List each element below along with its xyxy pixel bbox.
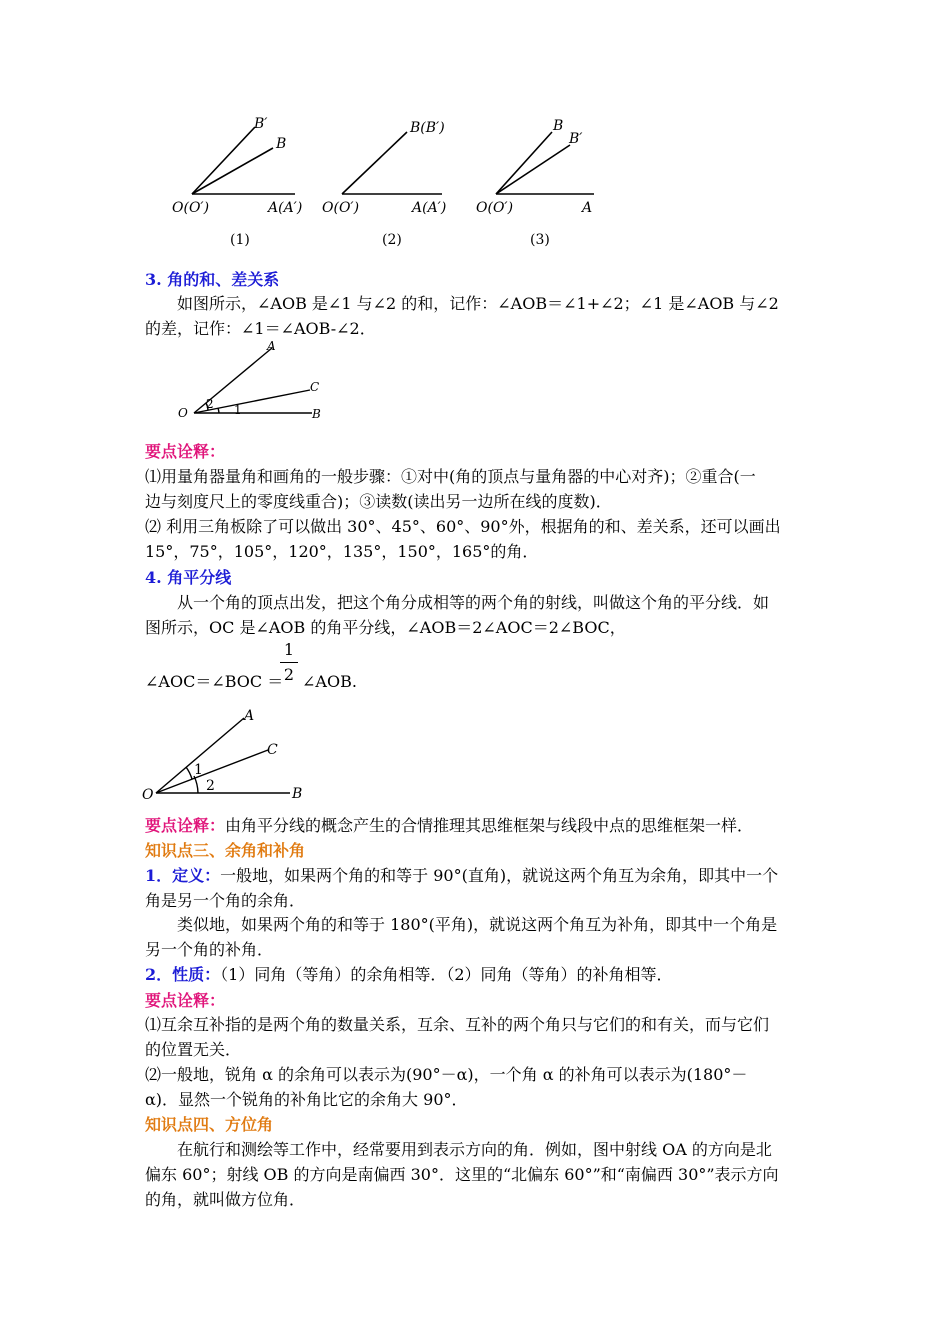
kp3-prop-line	[145, 963, 673, 987]
kp3-n4: α)．显然一个锐角的补角比它的余角大 90°．	[145, 1090, 468, 1109]
kp3-def1: 一般地，如果两个角的和等于 90°(直角)，就说这两个角互为余角，即其中一个	[220, 866, 779, 885]
fraction-bar	[280, 662, 298, 663]
kp4-p3: 的角，就叫做方位角．	[145, 1190, 306, 1209]
fig1-p2-a: A(A′)	[412, 200, 447, 216]
angle-bisector-figure	[140, 706, 320, 804]
sec4-p3-right: ∠AOB.	[302, 672, 357, 691]
kp3-def-label: 1．定义：	[145, 866, 221, 885]
kp3-prop: （1）同角（等角）的余角相等．（2）同角（等角）的补角相等．	[220, 965, 673, 984]
sec3-p2: 的差，记作：∠1＝∠AOB-∠2．	[145, 319, 376, 338]
kp3-n2: 的位置无关．	[145, 1040, 242, 1059]
notes1-l1: ⑴用量角器量角和画角的一般步骤：①对中(角的顶点与量角器的中心对齐)；②重合(一	[145, 467, 756, 486]
fraction-half	[280, 640, 298, 685]
sec4-fig-b: B	[292, 786, 303, 802]
fig1-caption-3: (3)	[530, 232, 550, 248]
kp3-heading: 知识点三、余角和补角	[145, 841, 306, 860]
kp3-n1: ⑴互余互补指的是两个角的数量关系，互余、互补的两个角只与它们的和有关，而与它们	[145, 1015, 770, 1034]
angle-comparison-figure	[170, 110, 610, 255]
notes1-l3: ⑵ 利用三角板除了可以做出 30°、45°、60°、90°外，根据角的和、差关系，还可以画出	[145, 517, 781, 536]
kp3-def2: 角是另一个角的余角．	[145, 891, 306, 910]
kp3-def4: 另一个角的补角．	[145, 940, 274, 959]
kp3-def-line	[145, 864, 778, 888]
notes1-heading: 要点诠释：	[145, 442, 226, 461]
sec4-fig-2: 2	[206, 778, 215, 794]
fraction-numerator: 1	[283, 640, 295, 659]
fig1-p1-bprime: B′	[254, 116, 268, 132]
kp4-p1: 在航行和测绘等工作中，经常要用到表示方向的角．例如，图中射线 OA 的方向是北	[177, 1140, 772, 1159]
notes1-l4: 15°，75°，105°，120°，135°，150°，165°的角．	[145, 542, 539, 561]
fig1-p2-b: B(B′)	[410, 120, 445, 136]
notes1-l2: 边与刻度尺上的零度线重合)；③读数(读出另一边所在线的度数)．	[145, 492, 612, 511]
sec4-fig-1: 1	[194, 762, 203, 778]
kp3-def3: 类似地，如果两个角的和等于 180°(平角)，就说这两个角互为补角，即其中一个角是	[177, 915, 778, 934]
sec3-p1: 如图所示，∠AOB 是∠1 与∠2 的和，记作：∠AOB＝∠1+∠2；∠1 是∠AOB 与∠2	[177, 294, 779, 313]
sec4-p2: 图所示，OC 是∠AOB 的角平分线，∠AOB＝2∠AOC＝2∠BOC，	[145, 618, 626, 637]
fig1-p3-a: A	[582, 200, 593, 216]
sec4-heading: 4. 角平分线	[145, 568, 232, 587]
sec3-fig-1: 1	[234, 403, 242, 417]
sec4-fig-o: O	[142, 787, 154, 803]
sec4-fig-c: C	[267, 742, 278, 758]
sec3-heading: 3. 角的和、差关系	[145, 270, 280, 289]
sec3-fig-a: A	[267, 339, 276, 353]
fig1-p2-o: O(O′)	[322, 200, 360, 216]
fig1-p1-o: O(O′)	[172, 200, 210, 216]
sec3-fig-2: 2	[206, 397, 214, 411]
fig1-caption-2: (2)	[382, 232, 402, 248]
fig1-p1-b: B	[276, 136, 287, 152]
fraction-denominator: 2	[283, 665, 295, 684]
fig1-caption-1: (1)	[230, 232, 250, 248]
kp3-prop-label: 2．性质：	[145, 965, 221, 984]
sec4-fig-a: A	[244, 708, 255, 724]
kp3-notes-heading: 要点诠释：	[145, 991, 226, 1010]
kp4-p2: 偏东 60°；射线 OB 的方向是南偏西 30°．这里的“北偏东 60°”和“南偏西 30°”表示方向	[145, 1165, 779, 1184]
notes2-text: 由角平分线的概念产生的合情推理其思维框架与线段中点的思维框架一样．	[225, 816, 754, 835]
sec3-fig-b: B	[312, 407, 321, 421]
angle-sum-figure	[172, 338, 332, 422]
notes2-line	[145, 814, 753, 838]
fig1-p3-b: B	[553, 118, 564, 134]
fig1-p1-a: A(A′)	[268, 200, 303, 216]
fig1-p3-bprime: B′	[569, 131, 583, 147]
kp4-heading: 知识点四、方位角	[145, 1115, 274, 1134]
sec4-p1: 从一个角的顶点出发，把这个角分成相等的两个角的射线，叫做这个角的平分线．如	[177, 593, 770, 612]
kp3-n3: ⑵一般地，锐角 α 的余角可以表示为(90°－α)，一个角 α 的补角可以表示为(180°－	[145, 1065, 748, 1084]
sec3-fig-o: O	[178, 406, 188, 420]
sec4-p3-left: ∠AOC＝∠BOC ＝	[145, 672, 284, 691]
notes2-heading: 要点诠释：	[145, 816, 226, 835]
sec3-fig-c: C	[310, 380, 320, 394]
fig1-p3-o: O(O′)	[476, 200, 514, 216]
